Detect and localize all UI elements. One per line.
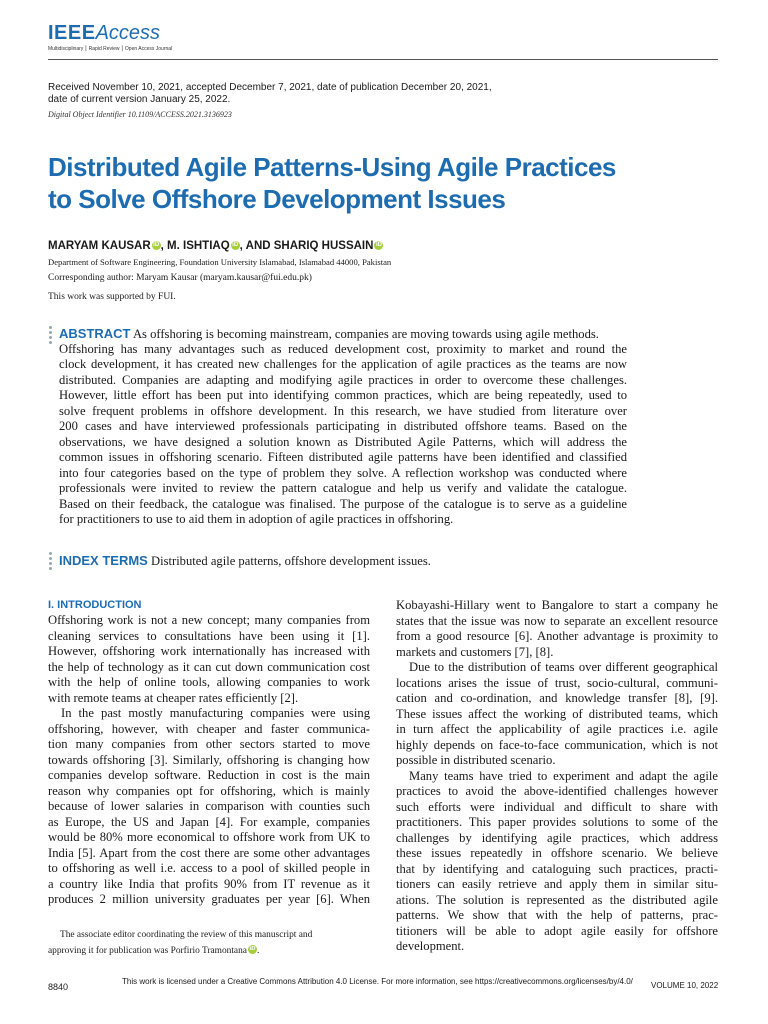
body-line: states that the issue was now to separate an excellent resource — [396, 613, 718, 628]
body-line: practitioners. This paper provides solutions to some of the — [396, 815, 718, 829]
body-line: These issues affect the working of distributed teams, which — [396, 706, 718, 721]
body-line: cation and co-ordination, and knowledge transfer [8], [9]. — [396, 691, 718, 705]
body-line: In the past mostly manufacturing companies were using — [61, 706, 370, 720]
abstract-heading: ABSTRACT — [59, 326, 131, 341]
body-line: Many teams have tried to experiment and adapt the agile — [409, 768, 718, 783]
body-line: offshoring, however, with cheaper and faster communica- — [48, 721, 370, 736]
dates-line-1: Received November 10, 2021, accepted December 7, 2021, date of publication December 20, 2021, — [48, 82, 492, 93]
abstract-line: Offshoring has many advantages such as reduced development cost, proximity to market and round the — [59, 341, 627, 356]
footnote-end: . — [256, 946, 260, 956]
abstract-line: solve frequent problems in offshore development. In this research, we have studied from literature over — [59, 403, 627, 418]
dates-line-2: date of current version January 25, 2022. — [48, 94, 231, 105]
paper-title-line-1: Distributed Agile Patterns-Using Agile Practices — [48, 152, 616, 182]
footnote-text: approving it for publication was Porfirio Tramontana — [48, 946, 247, 956]
body-line: development. — [396, 939, 465, 953]
body-line: India [5]. Apart from the cost there are some other advantages — [48, 845, 370, 860]
body-line: cleaning services to consultations have been using it [1]. — [48, 628, 370, 643]
body-line: produces 2 million university graduates per year [6]. When — [48, 892, 370, 906]
abstract-line: for practitioners to use to aid them in adoption of agile practices in offshoring. — [59, 512, 454, 526]
body-line: that by identifying and cataloguing such practices, practi- — [396, 861, 718, 876]
orcid-icon[interactable]: iD — [375, 242, 382, 248]
body-line: would be 80% more economical to offshore work from UK to — [48, 830, 370, 844]
abstract-line: into four categories based on the type of problem they solve. A reflection workshop was conducted where — [59, 465, 627, 480]
journal-logo — [48, 22, 160, 44]
body-line: tioners can easily retrieve and apply them in similar situ- — [396, 877, 718, 891]
body-line: with remote teams at cheaper rates efficiently [2]. — [48, 690, 299, 705]
orcid-icon[interactable]: iD — [153, 242, 160, 248]
author-name: SHARIQ HUSSAIN — [273, 240, 374, 252]
body-line: possible in distributed scenario. — [396, 753, 556, 767]
license-text[interactable]: This work is licensed under a Creative Commons Attribution 4.0 License. For more information, see https://creativecommons.org/licenses/by/4.0/ — [122, 977, 633, 986]
page-number: 8840 — [48, 982, 69, 992]
author-list — [48, 239, 383, 253]
body-line: companies develop software. Reduction in cost is the main — [48, 768, 370, 782]
abstract-line: distributed. Companies are adapting and modifying agile practices in order to overcome these challenges. — [59, 372, 627, 387]
abstract-line: Based on their feedback, the catalogue was finalised. The purpose of the catalogue is to serve as a guideline — [59, 496, 627, 511]
body-line: Offshoring work is not a new concept; many companies from — [48, 613, 370, 627]
abstract-dots-icon — [49, 326, 53, 346]
body-line: However, offshoring work internationally has increased with — [48, 644, 370, 658]
index-terms-dots-icon — [49, 552, 53, 572]
abstract-line: 200 cases and have interviewed professionals participating in distributed offshore teams. Based on the — [59, 419, 627, 433]
body-line: from a good resource [6]. Another advantage is proximity to — [396, 629, 718, 643]
affiliation: Department of Software Engineering, Foundation University Islamabad, Islamabad 44000, Pakistan — [48, 257, 392, 267]
body-line: because of lower salaries in comparison with counties such — [48, 799, 370, 813]
abstract-line: clock development, it has created new challenges for the application of agile practices as the teams are now — [59, 357, 627, 371]
journal-name: IEEE — [48, 22, 96, 44]
body-line: ations. The solution is represented as the distributed agile — [396, 892, 718, 907]
header-rule — [48, 59, 718, 60]
orcid-icon[interactable]: iD — [232, 242, 239, 248]
footnote-line-1: The associate editor coordinating the review of this manuscript and — [60, 930, 313, 940]
body-line: markets and customers [7], [8]. — [396, 644, 554, 659]
abstract-line — [59, 326, 627, 343]
author-separator: , AND — [239, 240, 274, 252]
body-line: with the help of online tools, allowing companies to work — [48, 675, 370, 689]
footnote-line-2 — [48, 945, 259, 957]
body-line: a country like India that profits 90% from IT revenue as it — [48, 876, 370, 891]
body-line: locations arises the issue of trust, socio-cultural, communi- — [396, 675, 718, 690]
journal-name-2: Access — [95, 22, 161, 44]
doi: Digital Object Identifier 10.1109/ACCESS.2021.3136923 — [48, 110, 232, 119]
index-terms-heading: INDEX TERMS — [59, 553, 148, 568]
body-line: as Europe, the US and Japan [4]. For example, companies — [48, 814, 370, 829]
body-line: Due to the distribution of teams over different geographical — [409, 660, 718, 674]
body-line: patterns. We show that with the help of patterns, prac- — [396, 908, 718, 922]
body-line: tion many companies from other sectors started to move — [48, 737, 370, 751]
orcid-icon[interactable]: iD — [249, 946, 256, 952]
body-line: towards offshoring [3]. Similarly, offshoring is changing how — [48, 752, 370, 767]
abstract-line: observations, we have designed a solution known as Distributed Agile Patterns, which will address the — [59, 434, 627, 449]
author-name: MARYAM KAUSAR — [48, 240, 151, 252]
body-line: highly depends on face-to-face communication, which is not — [396, 737, 718, 752]
body-line: the help of technology as it can cut down communication cost — [48, 659, 370, 674]
body-line: to offshoring as well i.e. access to a pool of skilled people in — [48, 861, 370, 875]
abstract-line: professionals were invited to review the pattern catalogue and help us verify and validate the catalogue. — [59, 481, 627, 495]
author-name: M. ISHTIAQ — [167, 240, 230, 252]
abstract-line: However, little effort has been put into identifying common practices, which are being repeatedly, used to — [59, 388, 627, 402]
paper-title-line-2: to Solve Offshore Development Issues — [48, 184, 506, 214]
body-line: such efforts were individual and difficult to share with — [396, 799, 718, 814]
body-line: in turn affect the applicability of agile practices i.e. agile — [396, 722, 718, 736]
body-line: titioners will be able to adopt agile easily for offshore — [396, 923, 718, 938]
abstract-text: As offshoring is becoming mainstream, companies are moving towards using agile methods. — [130, 327, 599, 341]
author-separator: , — [160, 240, 168, 252]
journal-tagline: Multidisciplinary ⎮ Rapid Review ⎮ Open Access Journal — [48, 46, 173, 52]
body-line: challenges by identifying agile practices, which address — [396, 830, 718, 845]
section-heading: I. INTRODUCTION — [48, 599, 142, 611]
volume-label: VOLUME 10, 2022 — [651, 981, 719, 990]
body-line: reason why companies opt for offshoring, which is mainly — [48, 783, 370, 798]
funding-note: This work was supported by FUI. — [48, 292, 176, 302]
abstract-line: common issues in offshoring scenario. Fifteen distributed agile patterns have been identified and classified — [59, 450, 627, 464]
body-line: Kobayashi-Hillary went to Bangalore to start a company he — [396, 598, 718, 612]
body-line: these issues repeatedly in offshore scenario. We believe — [396, 846, 718, 860]
body-line: practices to avoid the above-identified challenges however — [396, 784, 718, 798]
index-terms — [59, 553, 659, 570]
index-terms-text: Distributed agile patterns, offshore development issues. — [151, 554, 431, 568]
corresponding-author: Corresponding author: Maryam Kausar (maryam.kausar@fui.edu.pk) — [48, 273, 312, 283]
